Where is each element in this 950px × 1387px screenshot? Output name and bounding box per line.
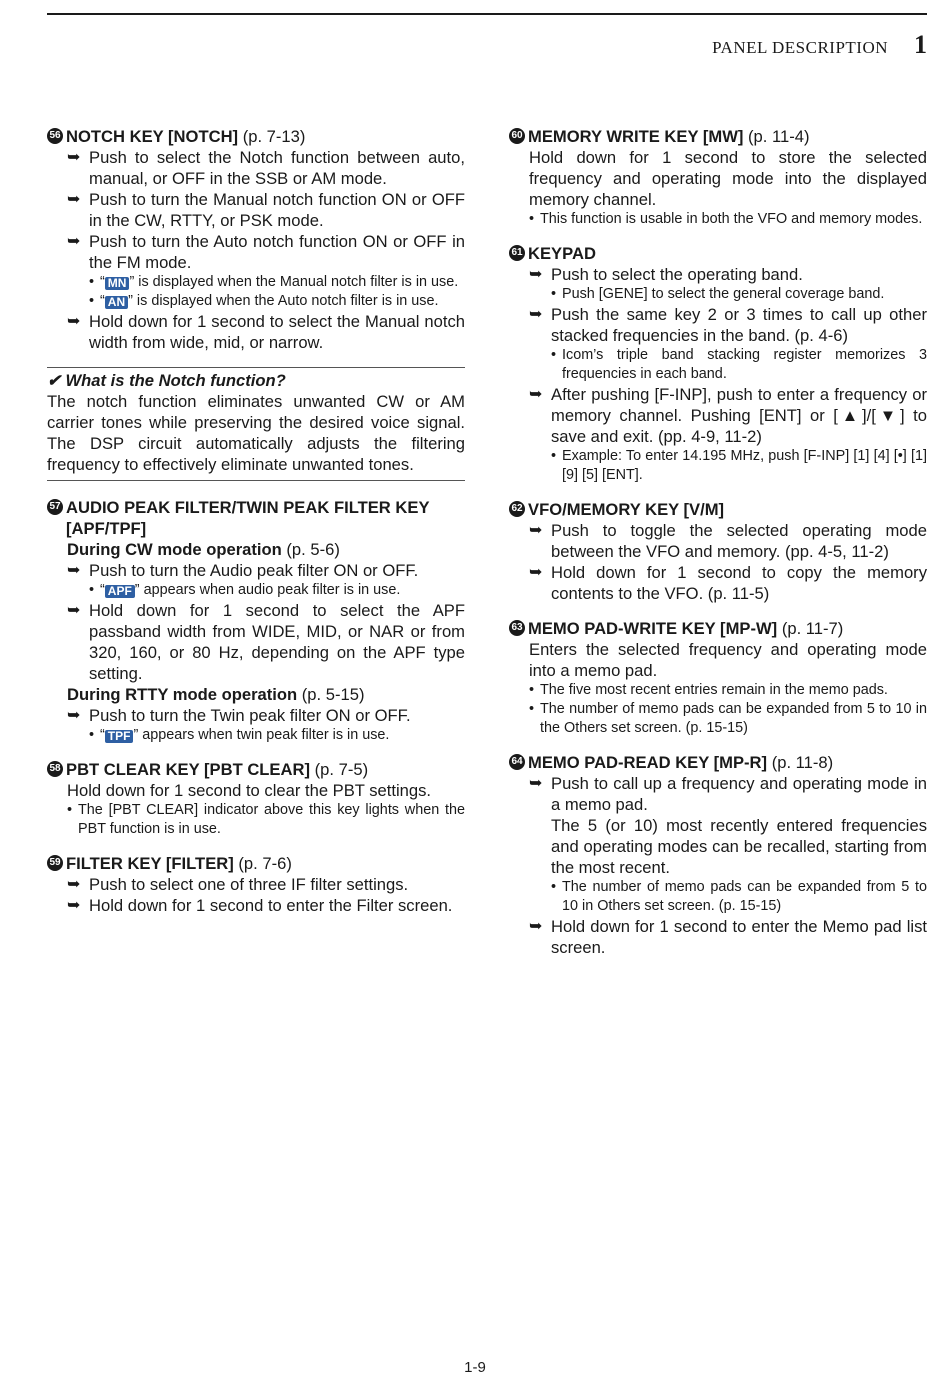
subheading-cw: During CW mode operation (p. 5-6): [67, 540, 340, 559]
arrow-icon: ➥: [529, 918, 543, 935]
arrow-icon: ➥: [67, 602, 81, 619]
arrow-item: [47, 600, 465, 684]
arrow-icon: ➥: [67, 562, 81, 579]
arrow-icon: ➥: [67, 876, 81, 893]
circled-number: 57: [47, 499, 63, 515]
page-header: [712, 30, 927, 60]
item-text: Push the same key 2 or 3 times to call up other stacked frequencies in the band. (p. 4-6): [551, 305, 927, 345]
bullet-item: • “ AN ” is displayed when the Auto notch filter is in use.: [89, 293, 439, 309]
arrow-icon: ➥: [67, 313, 81, 330]
bullet-item: • Push [GENE] to select the general coverage band.: [551, 286, 885, 302]
arrow-icon: ➥: [529, 266, 543, 283]
section-text: Enters the selected frequency and operating mode into a memo pad.: [529, 640, 927, 680]
key-name: VFO/MEMORY KEY [V/M]: [528, 500, 725, 519]
section-58: [47, 759, 465, 839]
item-text: Hold down for 1 second to select the APF passband width from WIDE, MID, or NAR or from 320, 160, or 80 Hz, depending on the APF type setting.: [89, 601, 465, 683]
section-61: [509, 243, 927, 485]
page-ref: (p. 11-8): [767, 753, 834, 772]
arrow-item: [47, 189, 465, 231]
section-title: PANEL DESCRIPTION: [712, 38, 888, 57]
key-name: MEMORY WRITE KEY [MW]: [528, 127, 744, 146]
arrow-icon: ➥: [67, 149, 81, 166]
bullet-item: • “ MN ” is displayed when the Manual notch filter is in use.: [89, 274, 459, 290]
circled-number: 59: [47, 855, 63, 871]
circled-number: 64: [509, 754, 525, 770]
arrow-item: [47, 147, 465, 189]
chapter-number: 1: [914, 30, 927, 59]
apf-indicator-badge: APF: [105, 585, 135, 598]
right-column: [509, 126, 927, 972]
section-63: [509, 618, 927, 738]
top-rule: [47, 13, 927, 15]
arrow-item: [47, 874, 465, 895]
arrow-item: [509, 773, 927, 878]
circled-number: 58: [47, 761, 63, 777]
arrow-item: [509, 916, 927, 958]
bullet-item: • Example: To enter 14.195 MHz, push [F-INP] [1] [4] [•] [1] [9] [5] [ENT].: [551, 448, 927, 483]
circled-number: 62: [509, 501, 525, 517]
item-text: Push to turn the Manual notch function ON or OFF in the CW, RTTY, or PSK mode.: [89, 190, 465, 230]
key-name: PBT CLEAR KEY [PBT CLEAR]: [66, 760, 310, 779]
arrow-item: [509, 520, 927, 562]
arrow-item: [509, 304, 927, 346]
arrow-item: [47, 705, 465, 726]
page-number: 1-9: [464, 1359, 486, 1376]
key-name: FILTER KEY [FILTER]: [66, 854, 234, 873]
section-title-57: [47, 497, 465, 539]
arrow-item: [47, 895, 465, 916]
arrow-item: [509, 562, 927, 604]
section-57: [47, 497, 465, 745]
bullet-item: • “ APF ” appears when audio peak filter is in use.: [89, 582, 401, 598]
subheading-rtty: During RTTY mode operation (p. 5-15): [67, 685, 365, 704]
section-title-56: [47, 126, 465, 147]
section-60: [509, 126, 927, 229]
item-text: Push to turn the Audio peak filter ON or OFF.: [89, 561, 419, 580]
page-ref: (p. 7-6): [233, 854, 292, 873]
arrow-icon: ➥: [529, 775, 543, 792]
item-text: Push to select one of three IF filter settings.: [89, 875, 409, 894]
arrow-icon: ➥: [67, 897, 81, 914]
arrow-icon: ➥: [67, 707, 81, 724]
circled-number: 63: [509, 620, 525, 636]
item-text: Push to select the Notch function between auto, manual, or OFF in the SSB or AM mode.: [89, 148, 465, 188]
arrow-icon: ➥: [529, 306, 543, 323]
circled-number: 56: [47, 128, 63, 144]
arrow-icon: ➥: [529, 522, 543, 539]
page-ref: (p. 7-5): [310, 760, 369, 779]
section-text: Hold down for 1 second to clear the PBT settings.: [67, 781, 432, 800]
item-text: Hold down for 1 second to copy the memory contents to the VFO. (p. 11-5): [551, 563, 927, 603]
arrow-icon: ➥: [529, 386, 543, 403]
section-title-61: [509, 243, 927, 264]
page-ref: (p. 7-13): [238, 127, 306, 146]
section-title-63: [509, 618, 927, 639]
key-name: KEYPAD: [528, 244, 596, 263]
section-64: [509, 752, 927, 958]
arrow-item: [47, 560, 465, 581]
section-56: [47, 126, 465, 353]
section-text: Hold down for 1 second to store the selected frequency and operating mode into the displayed memory channel.: [529, 148, 927, 209]
tpf-indicator-badge: TPF: [105, 730, 134, 743]
bullet-item: • The five most recent entries remain in the memo pads.: [529, 682, 888, 698]
arrow-item: [47, 231, 465, 273]
left-column: [47, 126, 465, 930]
item-text: Push to call up a frequency and operating mode in a memo pad.: [551, 774, 927, 814]
notch-note-box: [47, 367, 465, 481]
note-text: The notch function eliminates unwanted CW or AM carrier tones while preserving the desired voice signal. The DSP circuit automatically adjusts the filtering frequency to effectively eliminate unwanted tones.: [47, 392, 465, 474]
item-text: Push to select the operating band.: [551, 265, 803, 284]
item-text: Hold down for 1 second to enter the Filter screen.: [89, 896, 453, 915]
section-title-58: [47, 759, 465, 780]
item-text: Hold down for 1 second to enter the Memo pad list screen.: [551, 917, 927, 957]
item-text: Hold down for 1 second to select the Manual notch width from wide, mid, or narrow.: [89, 312, 465, 352]
item-text: After pushing [F-INP], push to enter a frequency or memory channel. Pushing [ENT] or [▲]/[▼] to save and exit. (pp. 4-9, 11-2): [551, 385, 927, 446]
bullet-item: • This function is usable in both the VFO and memory modes.: [529, 211, 923, 227]
key-name: MEMO PAD-READ KEY [MP-R]: [528, 753, 768, 772]
section-title-64: [509, 752, 927, 773]
section-title-62: [509, 499, 927, 520]
an-indicator-badge: AN: [105, 296, 128, 309]
section-59: [47, 853, 465, 916]
arrow-icon: ➥: [529, 564, 543, 581]
circled-number: 61: [509, 245, 525, 261]
section-title-59: [47, 853, 465, 874]
item-text: Push to turn the Twin peak filter ON or OFF.: [89, 706, 411, 725]
section-62: [509, 499, 927, 604]
bullet-item: • “ TPF ” appears when twin peak filter is in use.: [89, 727, 390, 743]
item-text: Push to toggle the selected operating mode between the VFO and memory. (pp. 4-5, 11-2): [551, 521, 927, 561]
mn-indicator-badge: MN: [105, 277, 130, 290]
arrow-item: [47, 311, 465, 353]
bullet-item: • The number of memo pads can be expanded from 5 to 10 in Others set screen. (p. 15-15): [551, 879, 927, 914]
arrow-icon: ➥: [67, 233, 81, 250]
page-ref: (p. 11-4): [743, 127, 810, 146]
section-title-60: [509, 126, 927, 147]
bullet-item: • The [PBT CLEAR] indicator above this key lights when the PBT function is in use.: [67, 802, 465, 837]
arrow-icon: ➥: [67, 191, 81, 208]
bullet-item: • The number of memo pads can be expanded from 5 to 10 in the Others set screen. (p. 15-15): [529, 701, 927, 736]
arrow-item: [509, 264, 927, 285]
item-text: Push to turn the Auto notch function ON or OFF in the FM mode.: [89, 232, 465, 272]
note-title: ✔ What is the Notch function?: [47, 371, 286, 390]
item-text: The 5 (or 10) most recently entered frequencies and operating modes can be recalled, starting from the most recent.: [551, 816, 927, 877]
circled-number: 60: [509, 128, 525, 144]
key-name: MEMO PAD-WRITE KEY [MP-W]: [528, 619, 778, 638]
arrow-item: [509, 384, 927, 447]
page-ref: (p. 11-7): [777, 619, 844, 638]
bullet-item: • Icom’s triple band stacking register memorizes 3 frequencies in each band.: [551, 347, 927, 382]
key-name: AUDIO PEAK FILTER/TWIN PEAK FILTER KEY [APF/TPF]: [66, 498, 430, 538]
key-name: NOTCH KEY [NOTCH]: [66, 127, 239, 146]
